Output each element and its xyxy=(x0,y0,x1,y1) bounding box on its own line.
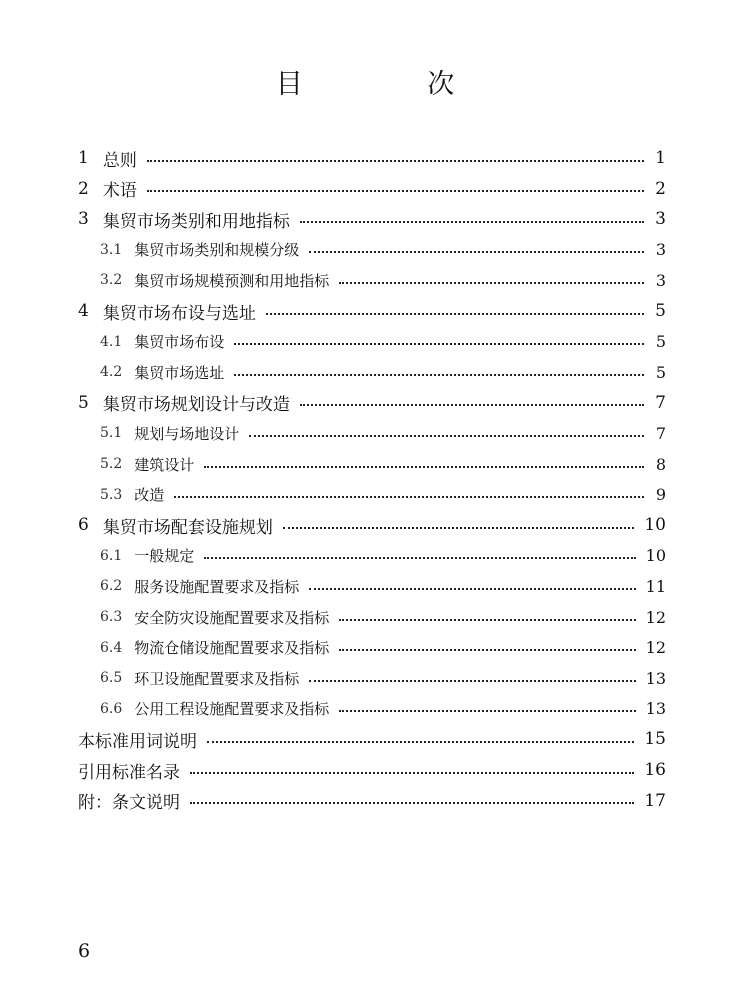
toc-entry-label: 集贸市场类别和用地指标 xyxy=(102,211,290,232)
dot-leader xyxy=(234,373,644,376)
dot-leader xyxy=(309,587,635,590)
toc-entry-page: 10 xyxy=(645,546,666,566)
toc-entry-number: 6.6 xyxy=(100,700,123,717)
toc-entry-label: 术语 xyxy=(102,181,137,202)
toc-entry-label: 物流仓储设施配置要求及指标 xyxy=(134,639,330,658)
toc-entry-number: 5 xyxy=(78,392,89,413)
toc-entry-number: 6 xyxy=(78,515,89,536)
dot-leader xyxy=(190,801,634,804)
toc-entry[interactable] xyxy=(100,694,666,724)
dot-leader xyxy=(339,618,635,621)
dot-leader xyxy=(234,342,644,345)
toc-entry[interactable] xyxy=(78,724,666,754)
page-title: 目 次 xyxy=(275,69,513,100)
toc-entry[interactable] xyxy=(78,296,666,326)
dot-leader xyxy=(309,679,635,682)
toc-entry-label: 集贸市场规划设计与改造 xyxy=(102,395,290,416)
toc-entry-page: 13 xyxy=(645,699,666,719)
page-number: 6 xyxy=(78,940,91,962)
toc-entry-label: 改造 xyxy=(134,486,165,505)
toc-entry-label: 总则 xyxy=(102,150,137,171)
dot-leader xyxy=(309,250,644,253)
toc-entry[interactable] xyxy=(78,174,666,204)
toc-entry-page: 8 xyxy=(655,454,666,474)
toc-entry-number: 1 xyxy=(78,148,89,168)
toc-entry[interactable] xyxy=(78,204,666,234)
dot-leader xyxy=(339,281,644,284)
toc-entry-page: 10 xyxy=(644,515,666,536)
toc-entry-label: 集贸市场布设与选址 xyxy=(102,303,256,324)
dot-leader xyxy=(204,556,635,559)
toc-entry-label: 引用标准名录 xyxy=(78,762,180,783)
toc-entry-label: 公用工程设施配置要求及指标 xyxy=(134,700,330,719)
toc-entry[interactable] xyxy=(100,327,666,357)
toc-entry[interactable] xyxy=(100,602,666,632)
dot-leader xyxy=(190,771,634,774)
toc-entry[interactable] xyxy=(100,633,666,663)
dot-leader xyxy=(249,434,644,437)
dot-leader xyxy=(207,740,634,743)
toc-entry[interactable] xyxy=(100,418,666,448)
toc-entry[interactable] xyxy=(100,449,666,479)
toc-entry[interactable] xyxy=(100,541,666,571)
toc-entry-page: 5 xyxy=(655,362,666,382)
toc-entry-page: 1 xyxy=(655,148,666,168)
toc-entry-page: 12 xyxy=(645,638,666,658)
toc-entry-page: 13 xyxy=(645,668,666,688)
toc-entry-label: 附：条文说明 xyxy=(78,793,180,814)
toc-entry-number: 4.1 xyxy=(100,333,123,350)
toc-entry-page: 17 xyxy=(644,790,666,811)
toc-entry-label: 集贸市场类别和规模分级 xyxy=(134,241,300,260)
toc-entry-number: 3 xyxy=(78,209,89,230)
toc-entry-label: 集贸市场选址 xyxy=(134,363,225,382)
toc-entry-page: 5 xyxy=(655,301,666,321)
toc-entry-page: 3 xyxy=(655,270,666,290)
toc-entry-page: 9 xyxy=(655,485,666,505)
toc-entry-page: 2 xyxy=(655,178,666,199)
toc-entry-label: 环卫设施配置要求及指标 xyxy=(134,669,300,688)
toc-entry-number: 6.3 xyxy=(100,609,123,625)
toc-entry-page: 11 xyxy=(645,576,666,596)
toc-entry[interactable] xyxy=(78,786,666,816)
dot-leader xyxy=(300,220,644,223)
dot-leader xyxy=(147,189,644,192)
toc-entry-number: 5.2 xyxy=(100,456,123,472)
toc-entry-page: 16 xyxy=(644,760,666,780)
toc-entry-number: 3.1 xyxy=(100,241,123,258)
dot-leader xyxy=(174,495,644,498)
toc-entry-page: 5 xyxy=(655,332,666,352)
toc-entry-label: 本标准用词说明 xyxy=(78,731,197,752)
toc-entry-page: 12 xyxy=(645,607,666,627)
toc-entry[interactable] xyxy=(100,663,666,693)
toc-entry[interactable] xyxy=(78,143,666,173)
toc-entry-label: 集贸市场布设 xyxy=(134,333,225,352)
toc-entry-number: 5.3 xyxy=(100,486,123,503)
dot-leader xyxy=(283,526,635,529)
toc-entry-label: 一般规定 xyxy=(134,547,195,566)
toc-entry-label: 规划与场地设计 xyxy=(134,424,240,443)
toc-entry-number: 2 xyxy=(78,178,89,199)
toc-entry[interactable] xyxy=(100,571,666,601)
dot-leader xyxy=(147,159,644,162)
toc-entry-number: 4 xyxy=(78,301,89,321)
toc-entry-number: 6.5 xyxy=(100,670,123,687)
toc-entry[interactable] xyxy=(100,265,666,295)
toc-entry[interactable] xyxy=(78,755,666,785)
dot-leader xyxy=(339,709,635,712)
toc-entry-number: 6.1 xyxy=(100,547,123,564)
toc-entry-label: 集贸市场规模预测和用地指标 xyxy=(134,271,330,290)
toc-entry-label: 安全防灾设施配置要求及指标 xyxy=(134,608,330,627)
toc-entry-label: 建筑设计 xyxy=(134,455,195,474)
toc-entry-number: 3.2 xyxy=(100,272,123,289)
toc-entry-number: 4.2 xyxy=(100,364,123,381)
toc-entry-page: 15 xyxy=(644,729,666,750)
toc-entry[interactable] xyxy=(100,357,666,387)
toc-entry-page: 7 xyxy=(655,392,666,413)
toc-entry[interactable] xyxy=(100,235,666,265)
toc-entry[interactable] xyxy=(78,510,666,540)
toc-entry-page: 7 xyxy=(655,423,666,443)
toc-entry-page: 3 xyxy=(655,209,666,230)
toc-entry-page: 3 xyxy=(655,240,666,260)
dot-leader xyxy=(339,648,635,651)
toc-entry-number: 6.4 xyxy=(100,639,123,656)
dot-leader xyxy=(266,312,644,315)
toc-entry[interactable] xyxy=(100,480,666,510)
dot-leader xyxy=(300,403,644,406)
toc-entry-number: 5.1 xyxy=(100,425,123,442)
toc-entry-label: 集贸市场配套设施规划 xyxy=(102,517,273,538)
toc-entry[interactable] xyxy=(78,388,666,418)
toc-entry-number: 6.2 xyxy=(100,578,123,595)
toc-entry-label: 服务设施配置要求及指标 xyxy=(134,577,300,596)
dot-leader xyxy=(204,465,644,468)
